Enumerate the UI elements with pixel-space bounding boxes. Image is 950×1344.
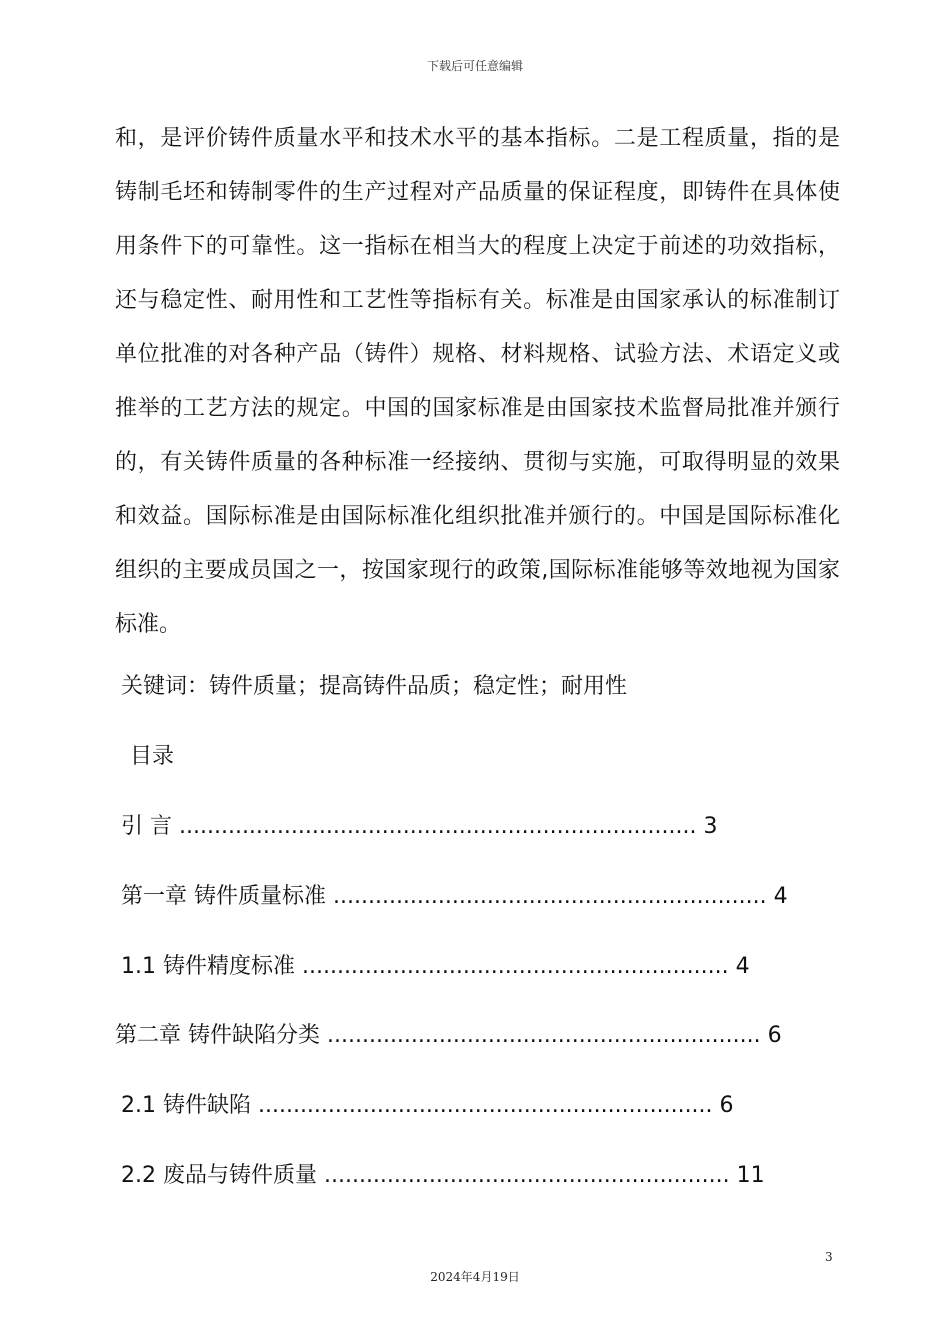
toc-entry-label: 第二章 铸件缺陷分类 bbox=[115, 1023, 320, 1048]
toc-entry-2-1[interactable] bbox=[121, 1086, 734, 1126]
toc-entry-dots: .............................................................. bbox=[333, 884, 767, 909]
toc-entry-page: 6 bbox=[719, 1093, 734, 1118]
page-number: 3 bbox=[825, 1250, 833, 1264]
toc-entry-page: 4 bbox=[735, 954, 750, 979]
footer-date: 2024年4月19日 bbox=[430, 1270, 520, 1284]
page-header: 下载后可任意编辑 bbox=[426, 59, 523, 73]
toc-entry-chapter1[interactable] bbox=[121, 877, 788, 917]
toc-entry-dots: .......................................................... bbox=[323, 1163, 730, 1188]
toc-entry-intro[interactable] bbox=[121, 807, 718, 847]
toc-entry-dots: .......................................................................... bbox=[179, 814, 697, 839]
toc-entry-label: 1.1 铸件精度标准 bbox=[121, 954, 295, 979]
toc-entry-2-2[interactable] bbox=[121, 1156, 765, 1196]
toc-entry-dots: .............................................................. bbox=[327, 1023, 761, 1048]
toc-entry-dots: ............................................................. bbox=[301, 954, 729, 979]
toc-entry-dots: ................................................................. bbox=[257, 1093, 713, 1118]
toc-entry-label: 2.1 铸件缺陷 bbox=[121, 1093, 251, 1118]
toc-entry-chapter2[interactable] bbox=[115, 1016, 782, 1056]
body-paragraph: 和，是评价铸件质量水平和技术水平的基本指标。二是工程质量，指的是铸制毛坯和铸制零件的生产过程对产品质量的保证程度，即铸件在具体使用条件下的可靠性。这一指标在相当大的程度上决定于前述的功效指标，还与稳定性、耐用性和工艺性等指标有关。标准是由国家承认的标准制订单位批准的对各种产品（铸件）规格、材料规格、试验方法、术语定义或推举的工艺方法的规定。中国的国家标准是由国家技术监督局批准并颁行的，有关铸件质量的各种标准一经接纳、贯彻与实施，可取得明显的效果和效益。国际标准是由国际标准化组织批准并颁行的。中国是国际标准化组织的主要成员国之一，按国家现行的政策,国际标准能够等效地视为国家标准。 bbox=[115, 126, 840, 637]
toc-entry-1-1[interactable] bbox=[121, 947, 750, 987]
toc-entry-page: 11 bbox=[736, 1163, 765, 1188]
toc-entry-page: 6 bbox=[767, 1023, 782, 1048]
toc-entry-label: 引 言 bbox=[121, 814, 172, 839]
toc-entry-page: 3 bbox=[703, 814, 718, 839]
toc-title: 目录 bbox=[130, 744, 175, 769]
toc-entry-label: 2.2 废品与铸件质量 bbox=[121, 1163, 317, 1188]
toc-entry-label: 第一章 铸件质量标准 bbox=[121, 884, 326, 909]
toc-entry-page: 4 bbox=[773, 884, 788, 909]
keywords-line: 关键词：铸件质量；提高铸件品质；稳定性；耐用性 bbox=[121, 674, 628, 699]
